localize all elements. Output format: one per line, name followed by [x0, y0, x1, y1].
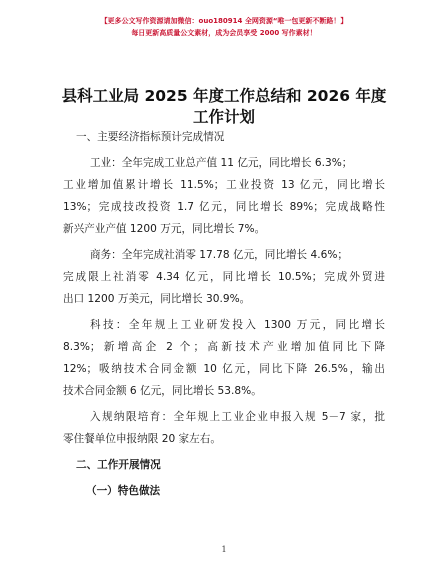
paragraph-line: 零住餐单位申报纳限 20 家左右。: [63, 433, 221, 445]
section-heading-1: 一、主要经济指标预计完成情况: [76, 131, 225, 143]
paragraph-line: 商务：全年完成社消零 17.78 亿元，同比增长 4.6%；: [90, 249, 349, 261]
paragraph-line: 出口 1200 万美元，同比增长 30.9%。: [63, 293, 251, 305]
paragraph-line: 工业增加值累计增长 11.5%；工业投资 13 亿元，同比增长: [63, 179, 385, 191]
paragraph-line: 新兴产业产值 1200 万元，同比增长 7%。: [63, 223, 266, 235]
document-title: 县科工业局 2025 年度工作总结和 2026 年度工作计划: [61, 87, 387, 126]
promo-banner-line-1: [0, 16, 448, 26]
promo-banner-text-1: 【更多公文写作资源请加微信：ouo180914 全网资源“唯一包更新不断路！】: [100, 17, 348, 25]
paragraph-line: 工业：全年完成工业总产值 11 亿元，同比增长 6.3%；: [90, 157, 353, 169]
paragraph-line: 12%；吸纳技术合同金额 10 亿元，同比下降 26.5%，输出: [63, 363, 385, 375]
paragraph-line: 13%；完成技改投资 1.7 亿元，同比增长 89%；完成战略性: [63, 201, 385, 213]
promo-banner-line-2: [0, 28, 448, 38]
page-number: 1: [221, 545, 227, 554]
paragraph-line: 入规纳限培育：全年规上工业企业申报入规 5－7 家，批: [90, 411, 385, 423]
paragraph-line: 科技：全年规上工业研发投入 1300 万元，同比增长: [90, 319, 385, 331]
section-heading-2: 二、工作开展情况: [76, 459, 161, 471]
promo-banner-text-2: 每日更新高质量公文素材，成为会员享受 2000 写作素材！: [131, 29, 317, 37]
paragraph-line: 完成限上社消零 4.34 亿元，同比增长 10.5%；完成外贸进: [63, 271, 385, 283]
subsection-heading: （一）特色做法: [86, 485, 161, 497]
paragraph-line: 技术合同金额 6 亿元，同比增长 53.8%。: [63, 385, 262, 397]
paragraph-line: 8.3%；新增高企 2 个；高新技术产业增加值同比下降: [63, 341, 385, 353]
